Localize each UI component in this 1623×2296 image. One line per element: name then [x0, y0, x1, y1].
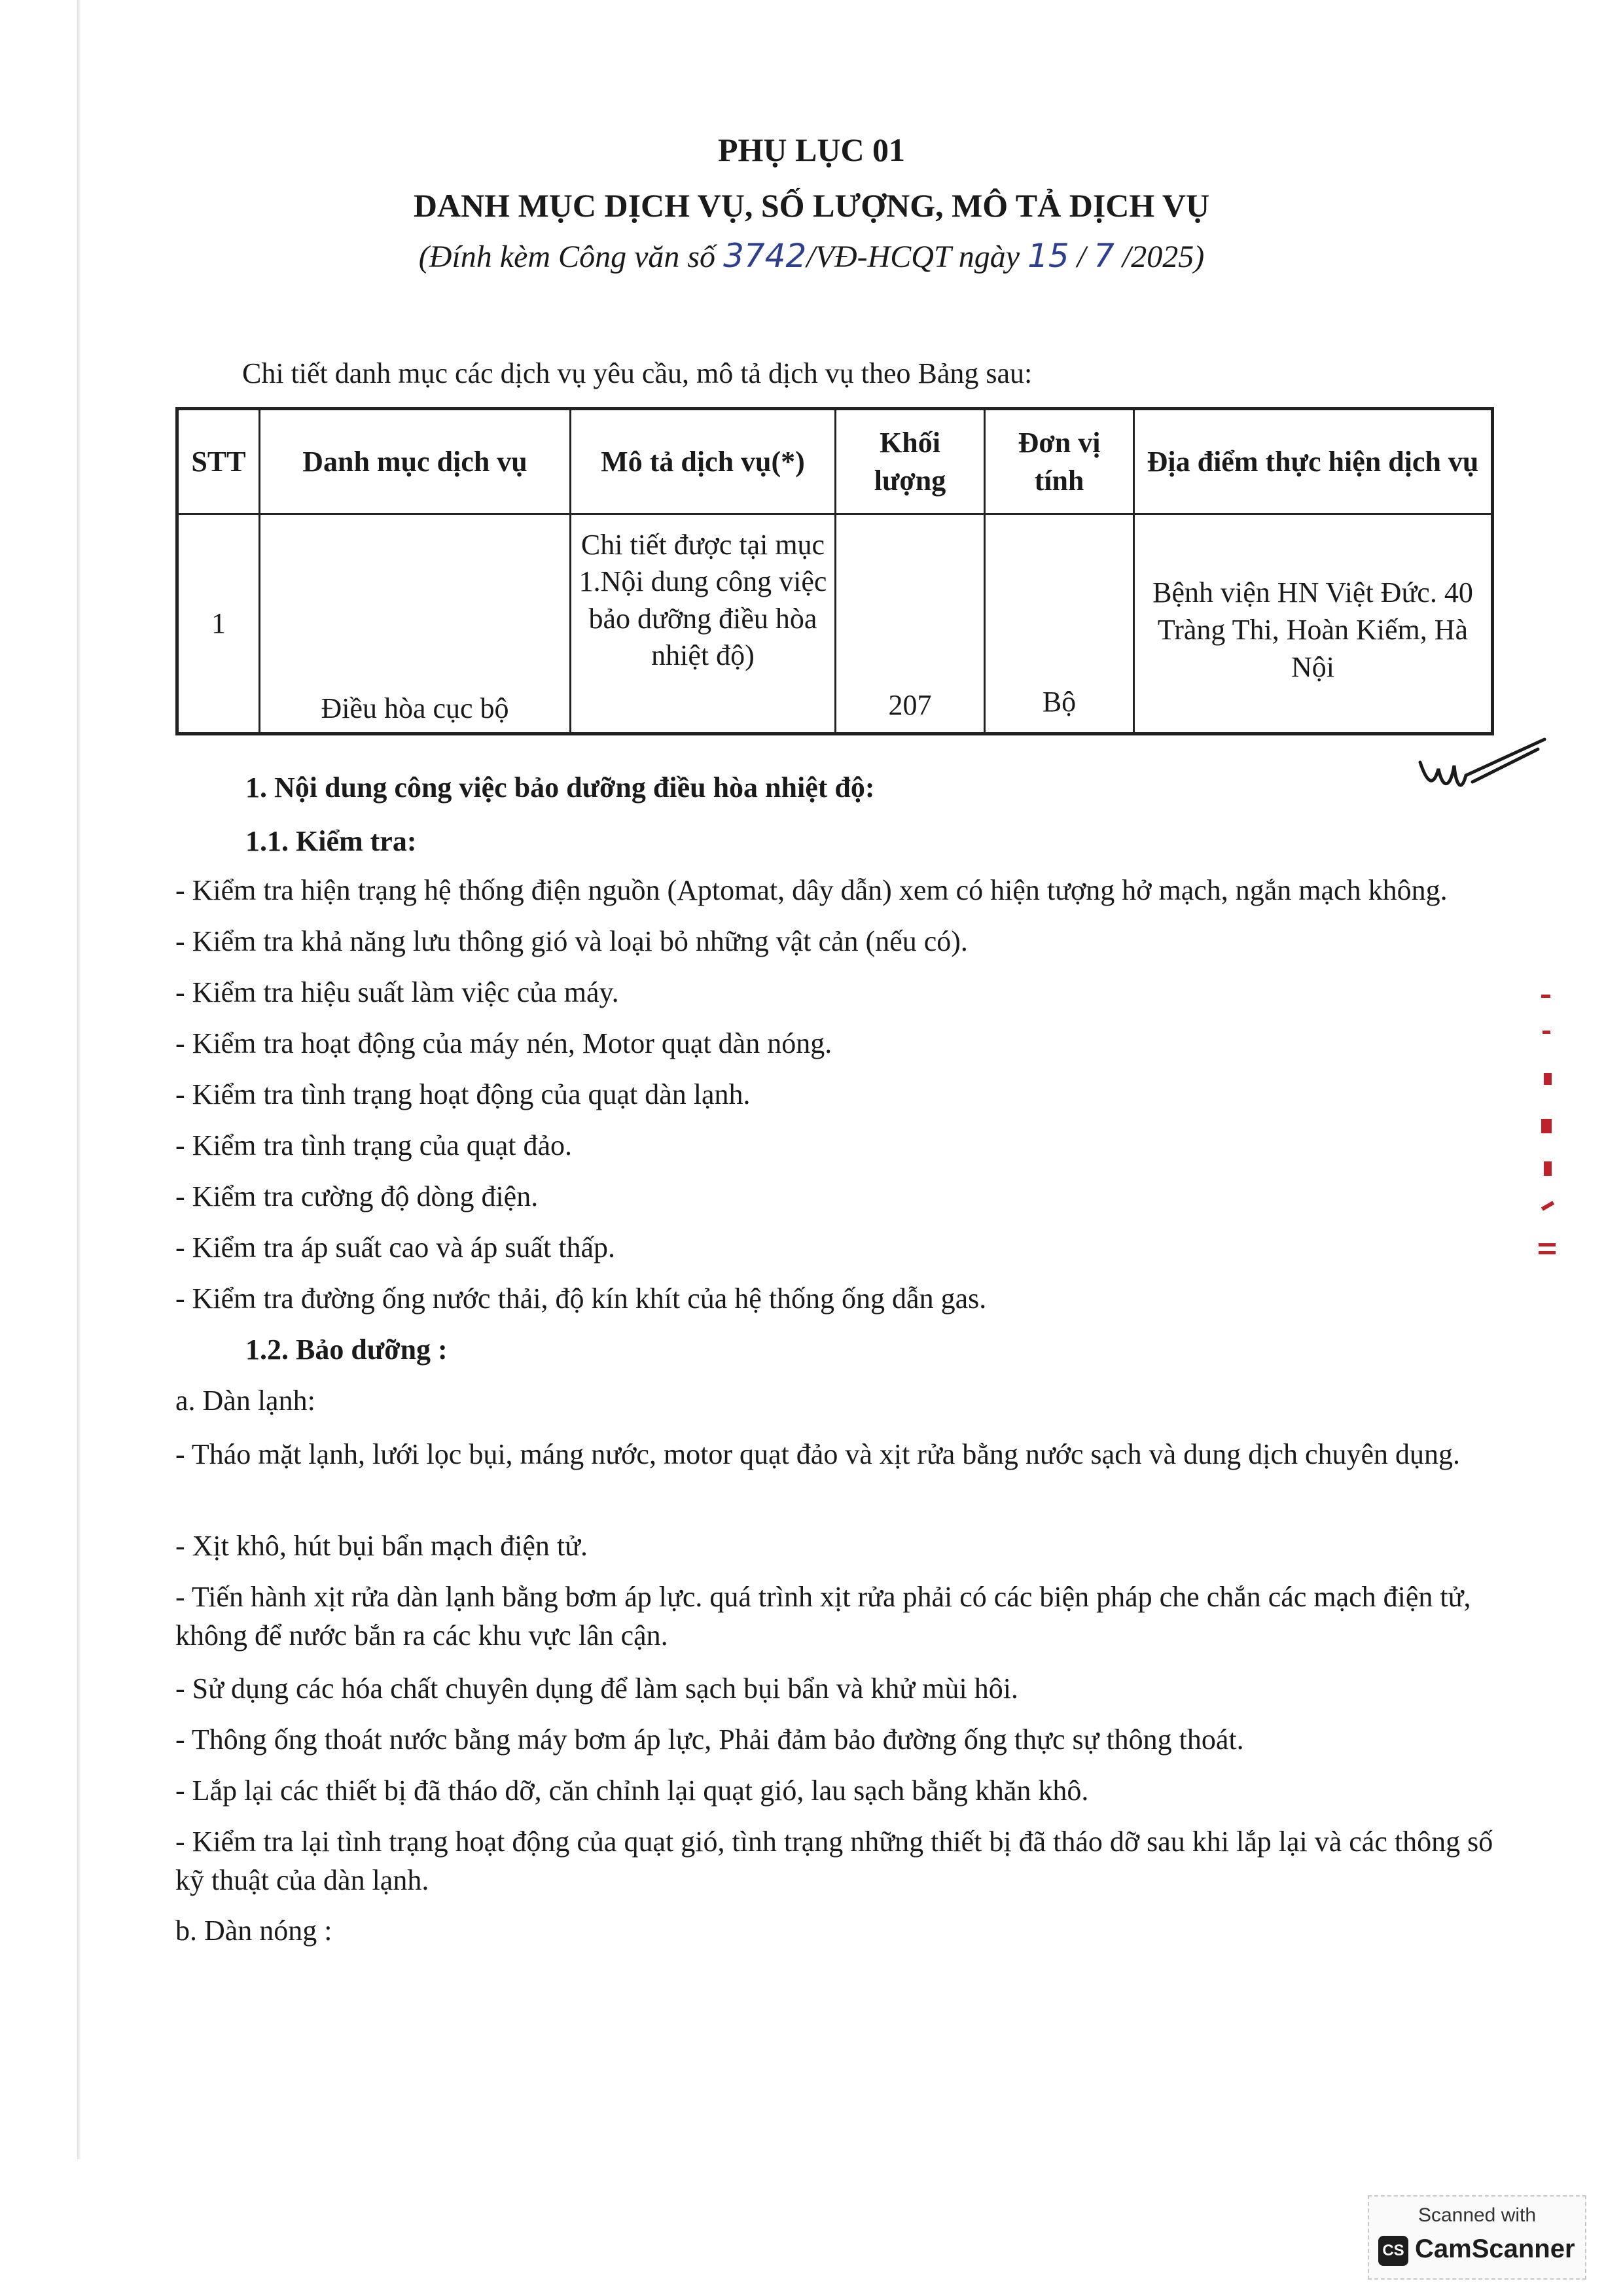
list-item: - Xịt khô, hút bụi bẩn mạch điện tử. [175, 1530, 588, 1562]
list-item: - Kiểm tra đường ống nước thải, độ kín khít của hệ thống ống dẫn gas. [175, 1282, 987, 1315]
cell-quantity-value: 207 [888, 689, 932, 721]
table-header-row [177, 409, 1493, 514]
part-b-heading: b. Dàn nóng : [175, 1915, 332, 1947]
section-1-2-heading: 1.2. Bảo dưỡng : [245, 1333, 448, 1366]
header-category: Danh mục dịch vụ [260, 409, 571, 514]
section-1-1-heading: 1.1. Kiểm tra: [245, 825, 417, 857]
cell-quantity [836, 514, 985, 734]
list-item: - Kiểm tra tình trạng hoạt động của quạt dàn lạnh. [175, 1078, 751, 1110]
scanner-caption: Scanned with [1418, 2204, 1537, 2226]
scan-edge-shadow [77, 0, 81, 2159]
list-item: - Tháo mặt lạnh, lưới lọc bụi, máng nước, motor quạt đảo và xịt rửa bằng nước sạch và dung dịch chuyên dụng. [175, 1438, 1461, 1470]
part-a-heading: a. Dàn lạnh: [175, 1385, 315, 1417]
cell-description [571, 514, 836, 734]
cell-category-value: Điều hòa cục bộ [321, 692, 509, 724]
appendix-subtitle: DANH MỤC DỊCH VỤ, SỐ LƯỢNG, MÔ TẢ DỊCH VỤ [413, 187, 1210, 224]
list-item: - Kiểm tra hiện trạng hệ thống điện nguồn (Aptomat, dây dẫn) xem có hiện tượng hở mạch, ngắn mạch không. [175, 874, 1448, 906]
handwritten-day: 15 [1027, 237, 1069, 275]
list-item: - Thông ống thoát nước bằng máy bơm áp lực, Phải đảm bảo đường ống thực sự thông thoát. [175, 1723, 1244, 1756]
cell-category [260, 514, 571, 734]
attachment-reference [0, 237, 1623, 275]
list-item: - Kiểm tra áp suất cao và áp suất thấp. [175, 1231, 615, 1263]
cell-stt-value: 1 [211, 607, 226, 639]
camscanner-badge [1368, 2195, 1586, 2280]
header-location: Địa điểm thực hiện dịch vụ [1134, 409, 1493, 514]
handwritten-doc-number: 3742 [723, 237, 807, 275]
list-item: - Kiểm tra tình trạng của quạt đảo. [175, 1129, 573, 1161]
stamp-fragment-icon [1535, 995, 1561, 1269]
cell-stt [177, 514, 260, 734]
signature-icon [1414, 736, 1558, 808]
handwritten-month: 7 [1094, 237, 1115, 275]
list-item: - Kiểm tra lại tình trạng hoạt động của quạt gió, tình trạng những thiết bị đã tháo dỡ sau khi lắp lại và các thông số kỹ thuật của dàn lạnh. [175, 1826, 1493, 1897]
cell-description-value: Chi tiết được tại mục 1.Nội dung công việc bảo dưỡng điều hòa nhiệt độ) [579, 529, 827, 671]
cell-unit-value: Bộ [1042, 686, 1077, 718]
cell-location-value: Bệnh viện HN Việt Đức. 40 Tràng Thi, Hoàn Kiếm, Hà Nội [1152, 576, 1473, 684]
header-description [571, 409, 836, 514]
appendix-title: PHỤ LỤC 01 [717, 132, 906, 168]
section-1-heading: 1. Nội dung công việc bảo dưỡng điều hòa nhiệt độ: [245, 771, 875, 804]
date-separator: / [1069, 239, 1094, 274]
list-item: - Kiểm tra hiệu suất làm việc của máy. [175, 976, 619, 1008]
service-table [175, 407, 1494, 735]
header-quantity: Khối lượng [836, 409, 985, 514]
intro-text: Chi tiết danh mục các dịch vụ yêu cầu, mô tả dịch vụ theo Bảng sau: [242, 357, 1033, 389]
table-row [177, 514, 1493, 734]
scanner-brand: CamScanner [1415, 2234, 1575, 2263]
list-item: - Kiểm tra cường độ dòng điện. [175, 1180, 539, 1212]
reference-prefix: (Đính kèm Công văn số [418, 239, 724, 274]
reference-mid: /VĐ-HCQT ngày [806, 239, 1028, 274]
header-unit: Đơn vị tính [985, 409, 1134, 514]
cell-location [1134, 514, 1493, 734]
cell-unit [985, 514, 1134, 734]
header-stt: STT [177, 409, 260, 514]
header-description-label: Mô tả dịch vụ(*) [601, 445, 805, 478]
list-item: - Kiểm tra khả năng lưu thông gió và loại bỏ những vật cản (nếu có). [175, 925, 968, 957]
reference-year: /2025) [1114, 239, 1205, 274]
list-item: - Tiến hành xịt rửa dàn lạnh bằng bơm áp lực. quá trình xịt rửa phải có các biện pháp che chắn các mạch điện tử, không để nước bắn ra các khu vực lân cận. [175, 1581, 1471, 1652]
camscanner-logo-icon: CS [1378, 2236, 1408, 2266]
list-item: - Lắp lại các thiết bị đã tháo dỡ, căn chỉnh lại quạt gió, lau sạch bằng khăn khô. [175, 1775, 1089, 1807]
list-item: - Sử dụng các hóa chất chuyên dụng để làm sạch bụi bẩn và khử mùi hôi. [175, 1672, 1018, 1704]
list-item: - Kiểm tra hoạt động của máy nén, Motor quạt dàn nóng. [175, 1027, 832, 1059]
